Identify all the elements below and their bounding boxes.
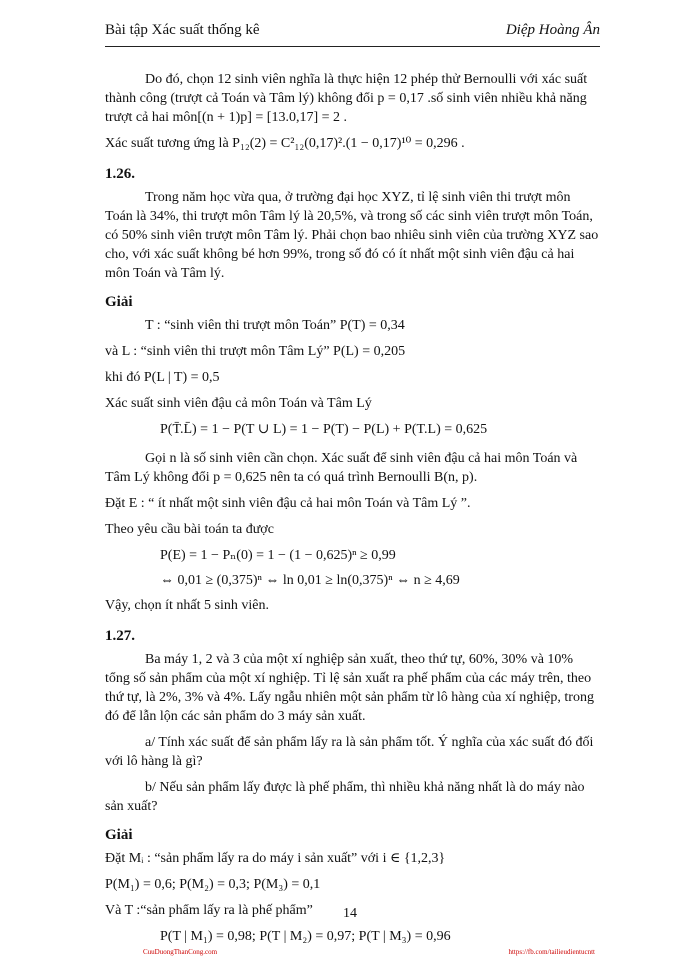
footer-left: CuuDuongThanCong.com [143,948,218,956]
paragraph: b/ Nếu sản phẩm lấy được là phế phẩm, thì nhiều khả năng nhất là do máy nào sản xuất? [105,780,585,814]
solution-line: Đặt E : “ ít nhất một sinh viên đậu cả hai môn Toán và Tâm Lý ”. [105,496,471,511]
exercise-heading: 1.27. [105,628,135,644]
solution-line: và L : “sinh viên thi trượt môn Tâm Lý” P(L) = 0,205 [105,344,406,359]
solution-heading: Giải [105,294,133,310]
exercise-heading: 1.26. [105,166,135,182]
solution-line: T : “sinh viên thi trượt môn Toán” P(T) = 0,34 [145,318,405,333]
header-author: Diệp Hoàng Ân [505,22,600,38]
paragraph: Trong năm học vừa qua, ở trường đại học XYZ, tỉ lệ sinh viên thi trượt môn Toán là 34%, thi trượt môn Tâm lý là 20,5%, và trong số các sinh viên trượt môn Toán, có 50% sinh viên trượt môn Tâm lý. Phải chọn bao nhiêu sinh viên của trường XYZ sao cho, với xác suất không bé hơn 99%, trong số đó có ít nhất một sinh viên đậu cả hai môn Toán và Tâm lý. [105,190,599,281]
equation-line: ⇔ 0,01 ≥ (0,375)ⁿ ⇔ ln 0,01 ≥ ln(0,375)ⁿ ⇔ n ≥ 4,69 [160,573,460,588]
solution-line: Xác suất sinh viên đậu cả môn Toán và Tâm Lý [105,396,372,411]
solution-line: Vậy, chọn ít nhất 5 sinh viên. [105,598,269,613]
equation-line: Xác suất tương ứng là P₁₂(2) = C²₁₂(0,17)².(1 − 0,17)¹⁰ = 0,296 . [105,136,465,151]
solution-line: khi đó P(L | T) = 0,5 [105,370,220,385]
solution-line: Gọi n là số sinh viên cần chọn. Xác suất để sinh viên đậu cả hai môn Toán và Tâm Lý không đổi p = 0,625 nên ta có quá trình Bernoulli B(n, p). [105,451,578,485]
header-title: Bài tập Xác suất thống kê [105,22,260,38]
equation-line: P(M₁) = 0,6; P(M₂) = 0,3; P(M₃) = 0,1 [105,877,321,892]
paragraph: Ba máy 1, 2 và 3 của một xí nghiệp sản xuất, theo thứ tự, 60%, 30% và 10% tổng số sản phẩm của một xí nghiệp. Tỉ lệ sản xuất ra phế phẩm của các máy trên, theo thứ tự, là 2%, 3% và 4%. Lấy ngẫu nhiên một sản phẩm từ lô hàng của xí nghiệp, trong đó để lẫn lộn các sản phẩm do 3 máy sản xuất. [105,652,594,724]
page-header [105,22,600,44]
header-rule [105,46,600,47]
solution-heading: Giải [105,827,133,843]
equation-line: P(T̄.L̄) = 1 − P(T ∪ L) = 1 − P(T) − P(L) + P(T.L) = 0,625 [160,422,488,437]
solution-line: Đặt Mᵢ : “sản phẩm lấy ra do máy i sản xuất” với i ∈ {1,2,3} [105,851,446,866]
equation-line: P(E) = 1 − Pₙ(0) = 1 − (1 − 0,625)ⁿ ≥ 0,99 [160,548,396,563]
footer-right: https://fb.com/tailieudientucntt [508,948,595,956]
paragraph: a/ Tính xác suất để sản phẩm lấy ra là sản phẩm tốt. Ý nghĩa của xác suất đó đối với lô hàng là gì? [105,735,594,769]
solution-line: Và T :“sản phẩm lấy ra là phế phẩm” [105,903,313,918]
paragraph: Do đó, chọn 12 sinh viên nghĩa là thực hiện 12 phép thử Bernoulli với xác suất thành công (trượt cả Toán và Tâm lý) không đổi p = 0,17 .số sinh viên nhiều khả năng trượt cả hai môn[(n + 1)p] = [13.0,17] = 2 . [105,72,588,125]
solution-line: Theo yêu cầu bài toán ta được [105,522,274,537]
page-number: 14 [343,906,357,921]
equation-line: P(T | M₁) = 0,98; P(T | M₂) = 0,97; P(T | M₃) = 0,96 [160,929,451,944]
page-content [105,70,600,953]
